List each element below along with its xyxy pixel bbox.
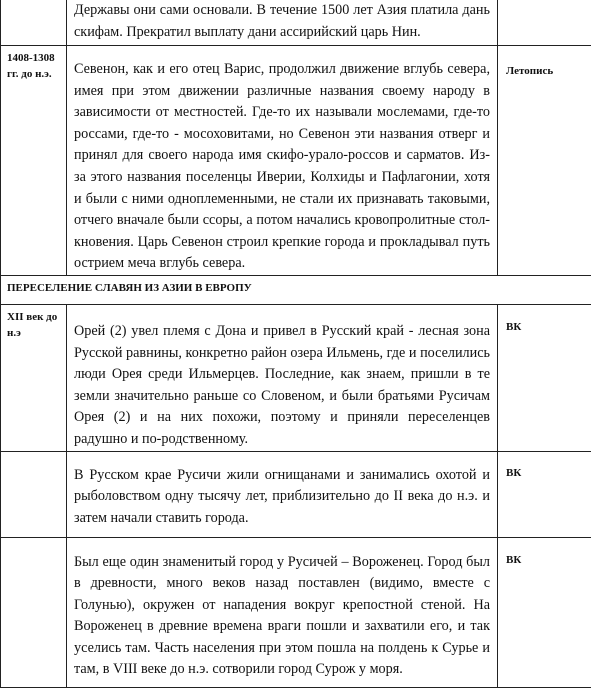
text-cell bbox=[67, 0, 498, 46]
date-cell bbox=[1, 46, 67, 276]
source-cell bbox=[498, 451, 591, 537]
paragraph: Севенон, как и его отец Варис, продолжил движение вглубь севера, имея при этом движении различные названия своему народу в зависимости от местностей. Где-то их называли мослемами, где-то россами, где-то - мосоховитами, но Севенон эти названия отверг и принял для своего народа имя скифо-урало-россов и сарматов. Из-за этого названия поселенцы Иверии, Колхиды и Пафлагонии, хотя и были с ними одноплеменными, не стали их признавать таковыми, отчего вначале были ссоры, а потом начались кровопролитные стол-кновения. Царь Севенон строил крепкие города и прокладывал путь острием меча вглубь севера. bbox=[67, 46, 497, 275]
source-label: ВК bbox=[498, 305, 591, 335]
text-cell bbox=[67, 304, 498, 451]
date-cell bbox=[1, 304, 67, 451]
section-title: ПЕРЕСЕЛЕНИЕ СЛАВЯН ИЗ АЗИИ В ЕВРОПУ bbox=[1, 276, 591, 304]
date-cell bbox=[1, 537, 67, 687]
source-cell bbox=[498, 537, 591, 687]
paragraph: Орей (2) увел племя с Дона и привел в Русский край - лесная зона Русской равнины, конкретно район озера Ильмень, где и поселились люди Орея среди Ильмерцев. Последние, как знаем, пришли в те земли значительно раньше со Словеном, и были братьями Русичам Орея (2) и на них похожи, поэтому и приняли переселенцев радушно и по-родственному. bbox=[67, 305, 497, 451]
table-row bbox=[1, 537, 591, 687]
source-label: Летопись bbox=[498, 46, 591, 79]
paragraph: Державы они сами основали. В течение 1500 лет Азия платила дань скифам. Прекратил выплату дани ассирийский царь Нин. bbox=[67, 0, 497, 43]
source-label: ВК bbox=[498, 452, 591, 481]
section-cell bbox=[1, 275, 591, 304]
source-cell bbox=[498, 0, 591, 46]
text-cell bbox=[67, 451, 498, 537]
section-header-row bbox=[1, 275, 591, 304]
source-cell bbox=[498, 304, 591, 451]
table-row bbox=[1, 304, 591, 451]
table-row bbox=[1, 46, 591, 276]
date-label: XII век до н.э bbox=[1, 305, 66, 341]
source-cell bbox=[498, 46, 591, 276]
text-cell bbox=[67, 46, 498, 276]
table-row bbox=[1, 451, 591, 537]
paragraph: В Русском крае Русичи жили огнищанами и занимались охотой и рыболовством одну тысячу лет, приблизительно до II века до н.э. и затем начали ставить города. bbox=[67, 452, 497, 530]
date-label: 1408-1308 гг. до н.э. bbox=[1, 46, 66, 82]
source-label: ВК bbox=[498, 538, 591, 568]
date-cell bbox=[1, 451, 67, 537]
text-cell bbox=[67, 537, 498, 687]
table-row bbox=[1, 0, 591, 46]
paragraph: Был еще один знаменитый город у Русичей – Вороженец. Город был в древности, много веков назад поставлен (видимо, вместе с Голунью), окружен от нападения вокруг крепостной стеной. На Вороженец в древние времена враги пошли и захватили его, и так уселись там. Часть населения при этом пошла на полдень к Сурье и там, в VIII веке до н.э. сотворили город Сурож у моря. bbox=[67, 538, 497, 682]
date-cell bbox=[1, 0, 67, 46]
